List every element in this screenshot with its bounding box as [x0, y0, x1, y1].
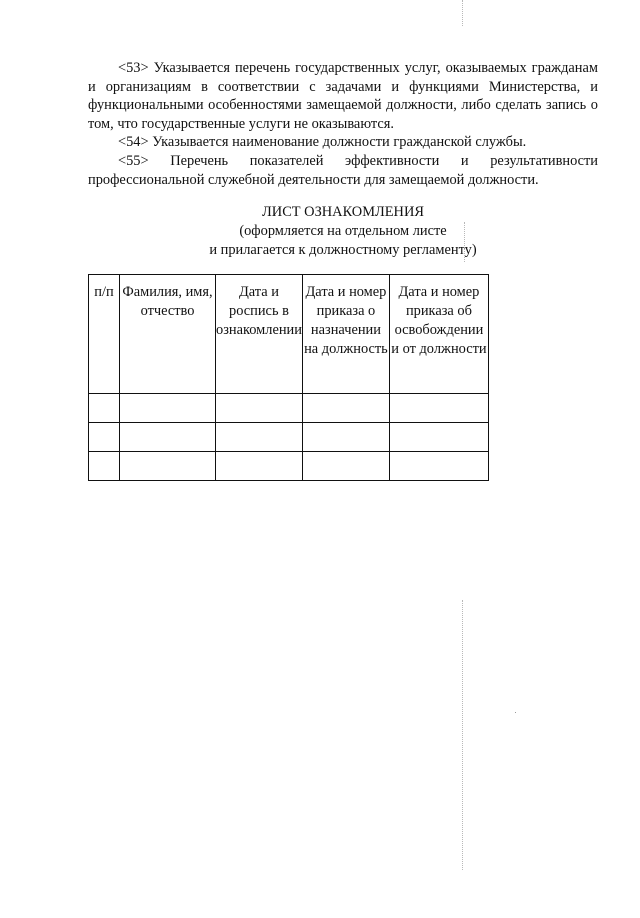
header-number: п/п	[89, 275, 120, 394]
sheet-subtitle-line-2: и прилагается к должностному регламенту)	[209, 242, 477, 258]
table-cell	[89, 394, 120, 423]
table-cell	[120, 423, 216, 452]
table-cell	[216, 423, 303, 452]
scan-artifact-speck	[515, 712, 516, 713]
header-dismissal-order: Дата и номер приказа об освобождении и от должности	[389, 275, 488, 394]
scan-artifact-line	[462, 600, 463, 870]
table-row	[89, 394, 489, 423]
table-row	[89, 423, 489, 452]
table-header-row	[89, 275, 489, 394]
header-date-signature: Дата и роспись в ознакомлении	[216, 275, 303, 394]
table-cell	[89, 423, 120, 452]
table-cell	[89, 452, 120, 481]
table-cell	[389, 452, 488, 481]
sheet-title: ЛИСТ ОЗНАКОМЛЕНИЯ	[262, 204, 424, 220]
table-cell	[302, 423, 389, 452]
table-cell	[302, 394, 389, 423]
table-row	[89, 452, 489, 481]
footnote-55: <55> Перечень показателей эффективности и результативности профессиональной служебной деятельности для замещаемой должности.	[88, 152, 598, 188]
table-cell	[389, 423, 488, 452]
table-cell	[389, 394, 488, 423]
table-cell	[120, 452, 216, 481]
sheet-subtitle-line-1: (оформляется на отдельном листе	[239, 223, 447, 239]
footnotes	[88, 59, 598, 189]
table-cell	[302, 452, 389, 481]
acquaintance-table	[88, 274, 489, 481]
header-full-name: Фамилия, имя, отчество	[120, 275, 216, 394]
table-cell	[216, 452, 303, 481]
scan-artifact-line	[462, 0, 463, 26]
table-cell	[120, 394, 216, 423]
footnote-54: <54> Указывается наименование должности гражданской службы.	[118, 134, 527, 151]
footnote-53: <53> Указывается перечень государственных услуг, оказываемых гражданам и организациям в соответствии с задачами и функциями Министерства, и функциональными особенностями замещаемой должности, либо сделать запись о том, что государственные услуги не оказываются.	[88, 60, 598, 132]
header-appointment-order: Дата и номер приказа о назначении на должность	[302, 275, 389, 394]
table-cell	[216, 394, 303, 423]
scan-artifact-line	[464, 222, 465, 262]
